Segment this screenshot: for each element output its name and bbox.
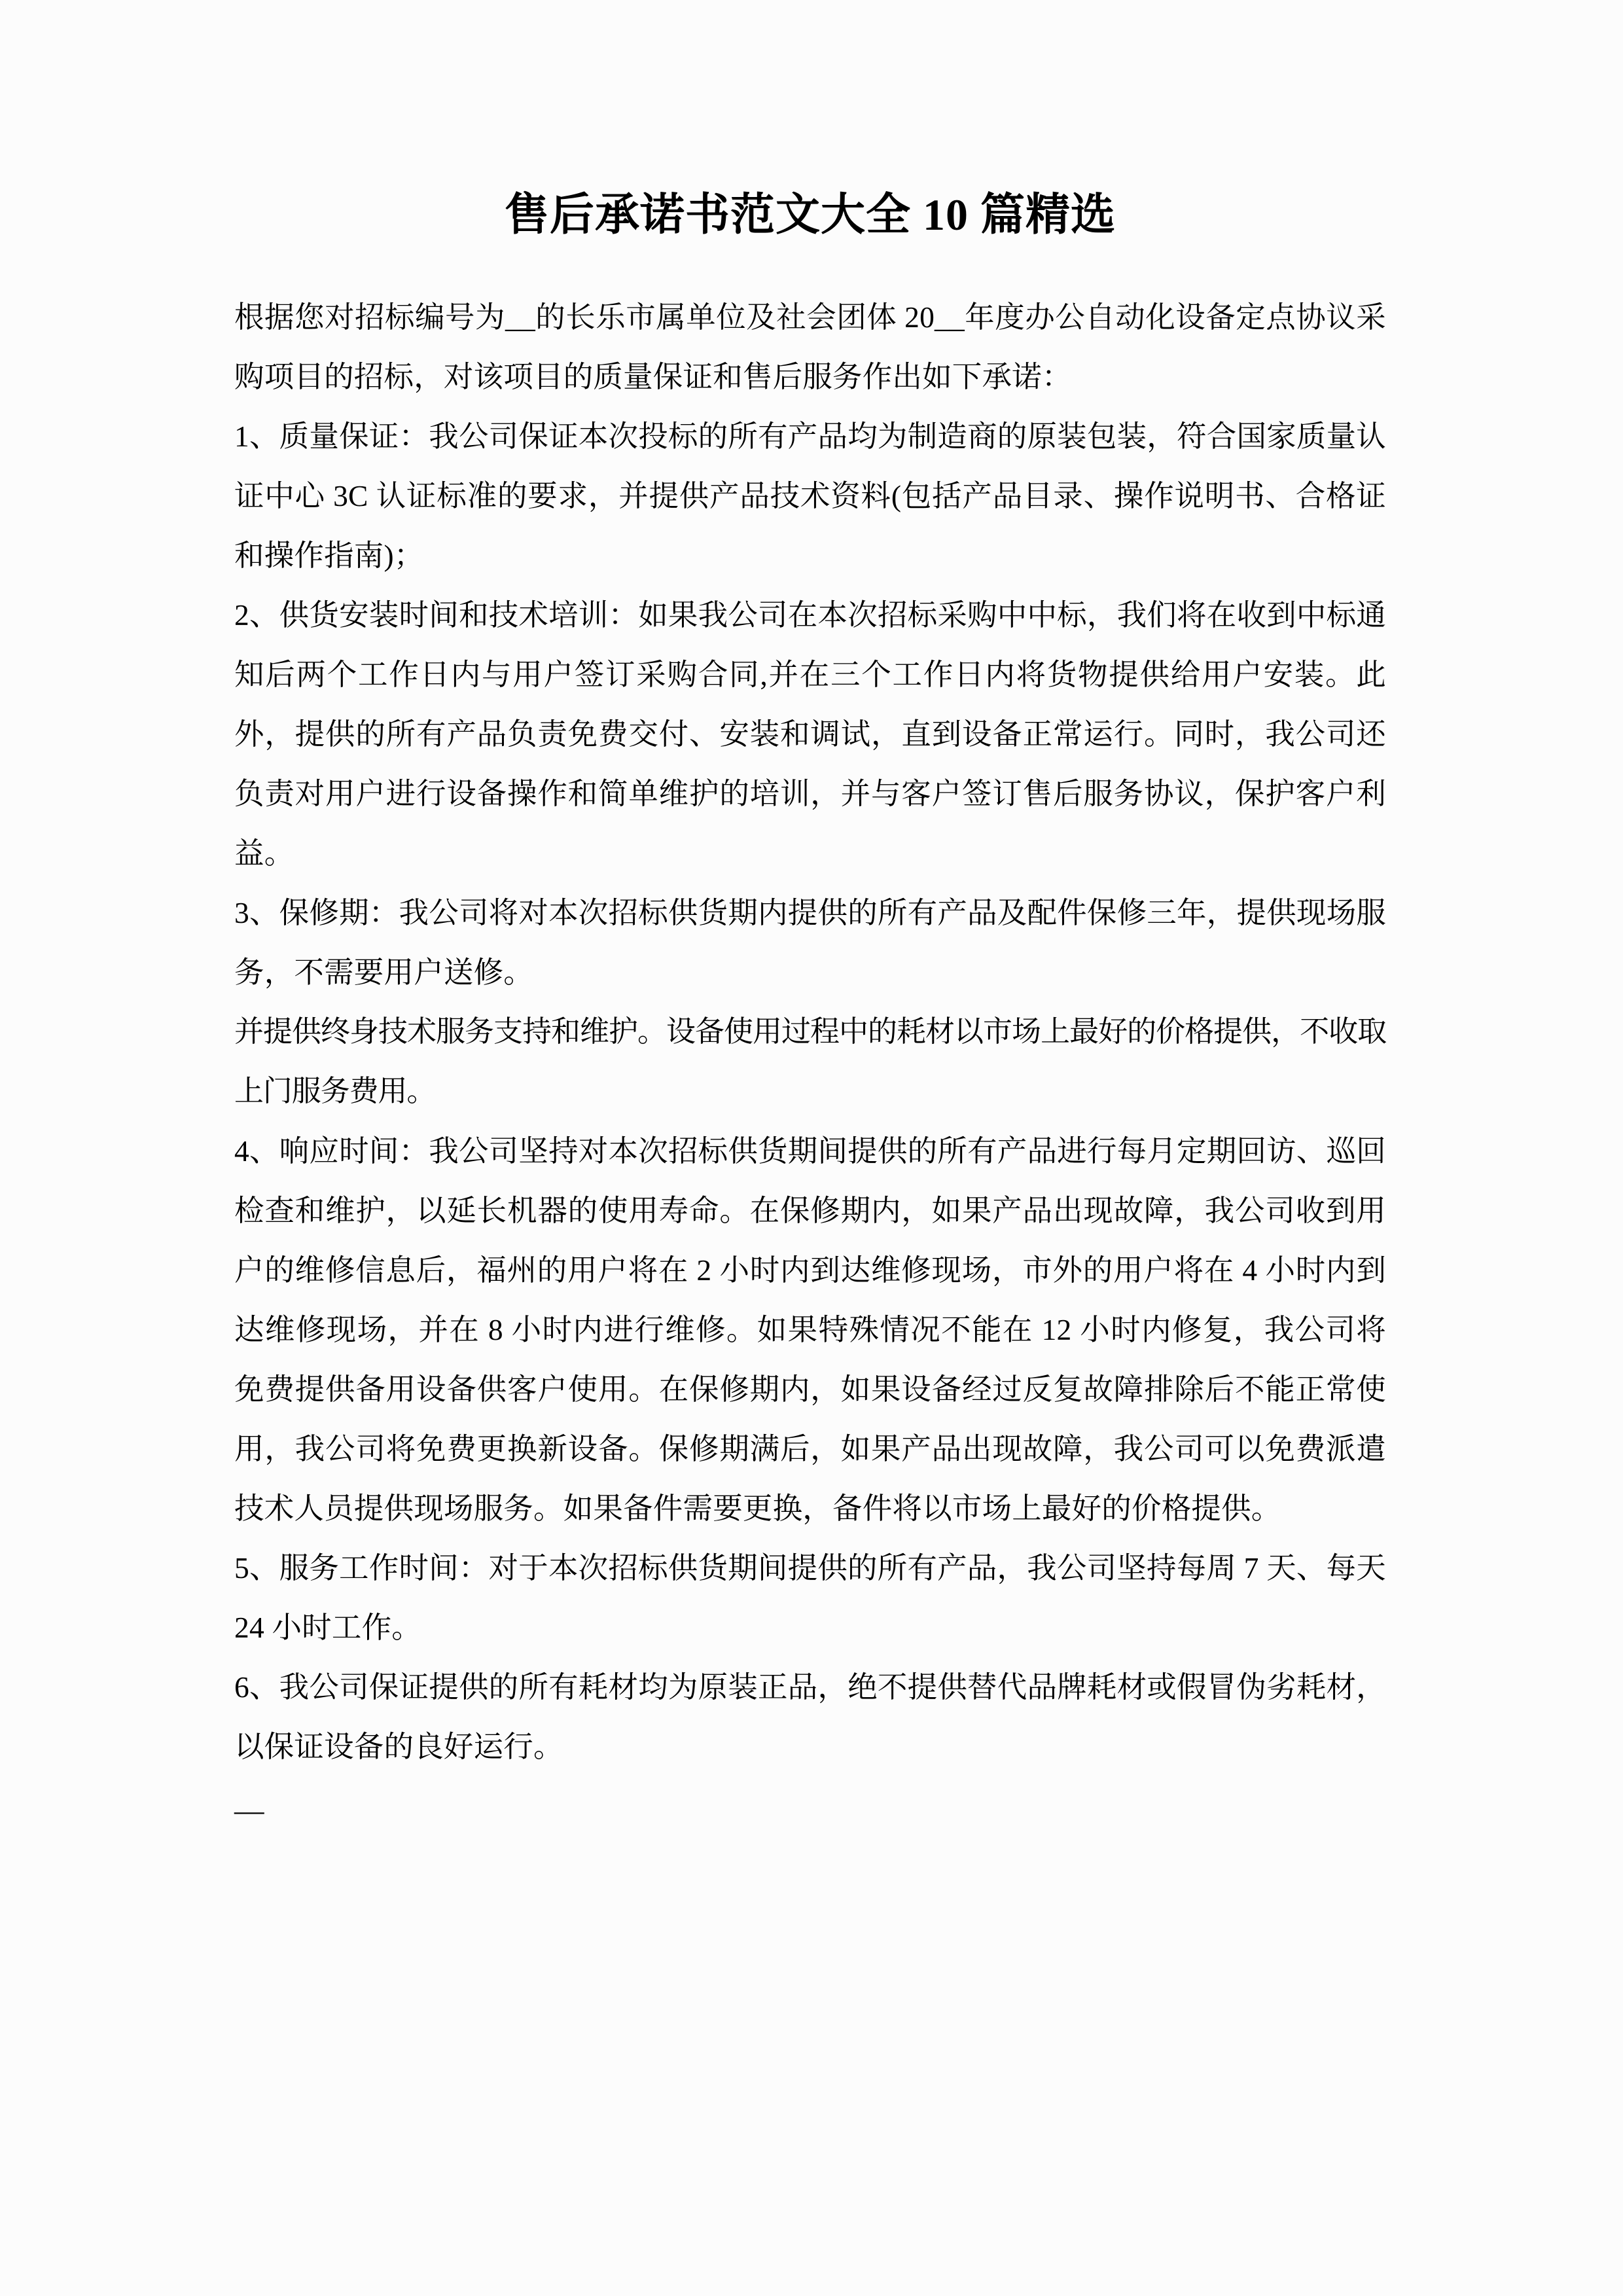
trailing-dash-mark: —	[234, 1793, 264, 1827]
document-content	[234, 0, 1386, 1830]
paragraph-item-4: 4、响应时间：我公司坚持对本次招标供货期间提供的所有产品进行每月定期回访、巡回检查和维护，以延长机器的使用寿命。在保修期内，如果产品出现故障，我公司收到用户的维修信息后，福州的用户将在 2 小时内到达维修现场，市外的用户将在 4 小时内到达维修现场，并在 8 小时内进行维修。如果特殊情况不能在 12 小时内修复，我公司将免费提供备用设备供客户使用。在保修期内，如果设备经过反复故障排除后不能正常使用，我公司将免费更换新设备。保修期满后，如果产品出现故障，我公司可以免费派遣技术人员提供现场服务。如果备件需要更换，备件将以市场上最好的价格提供。	[234, 1134, 1386, 1525]
document-body	[234, 287, 1386, 1830]
page-title: 售后承诺书范文大全 10 篇精选	[504, 190, 1116, 240]
paragraph-item-3: 3、保修期：我公司将对本次招标供货期内提供的所有产品及配件保修三年，提供现场服务，不需要用户送修。	[234, 896, 1386, 989]
paragraph-item-2: 2、供货安装时间和技术培训：如果我公司在本次招标采购中中标，我们将在收到中标通知后两个工作日内与用户签订采购合同,并在三个工作日内将货物提供给用户安装。此外，提供的所有产品负责免费交付、安装和调试，直到设备正常运行。同时，我公司还负责对用户进行设备操作和简单维护的培训，并与客户签订售后服务协议，保护客户利益。	[234, 598, 1386, 870]
paragraph-item-3-continued: 并提供终身技术服务支持和维护。设备使用过程中的耗材以市场上最好的价格提供，不收取上门服务费用。	[234, 1015, 1386, 1107]
paragraph-item-5: 5、服务工作时间：对于本次招标供货期间提供的所有产品，我公司坚持每周 7 天、每天 24 小时工作。	[234, 1551, 1386, 1644]
paragraph-intro: 根据您对招标编号为__的长乐市属单位及社会团体 20__年度办公自动化设备定点协议采购项目的招标，对该项目的质量保证和售后服务作出如下承诺：	[234, 300, 1386, 393]
paragraph-item-6: 6、我公司保证提供的所有耗材均为原装正品，绝不提供替代品牌耗材或假冒伪劣耗材，以保证设备的良好运行。	[234, 1670, 1386, 1763]
paragraph-item-1: 1、质量保证：我公司保证本次投标的所有产品均为制造商的原装包装，符合国家质量认证中心 3C 认证标准的要求，并提供产品技术资料(包括产品目录、操作说明书、合格证和操作指南)；	[234, 420, 1386, 572]
